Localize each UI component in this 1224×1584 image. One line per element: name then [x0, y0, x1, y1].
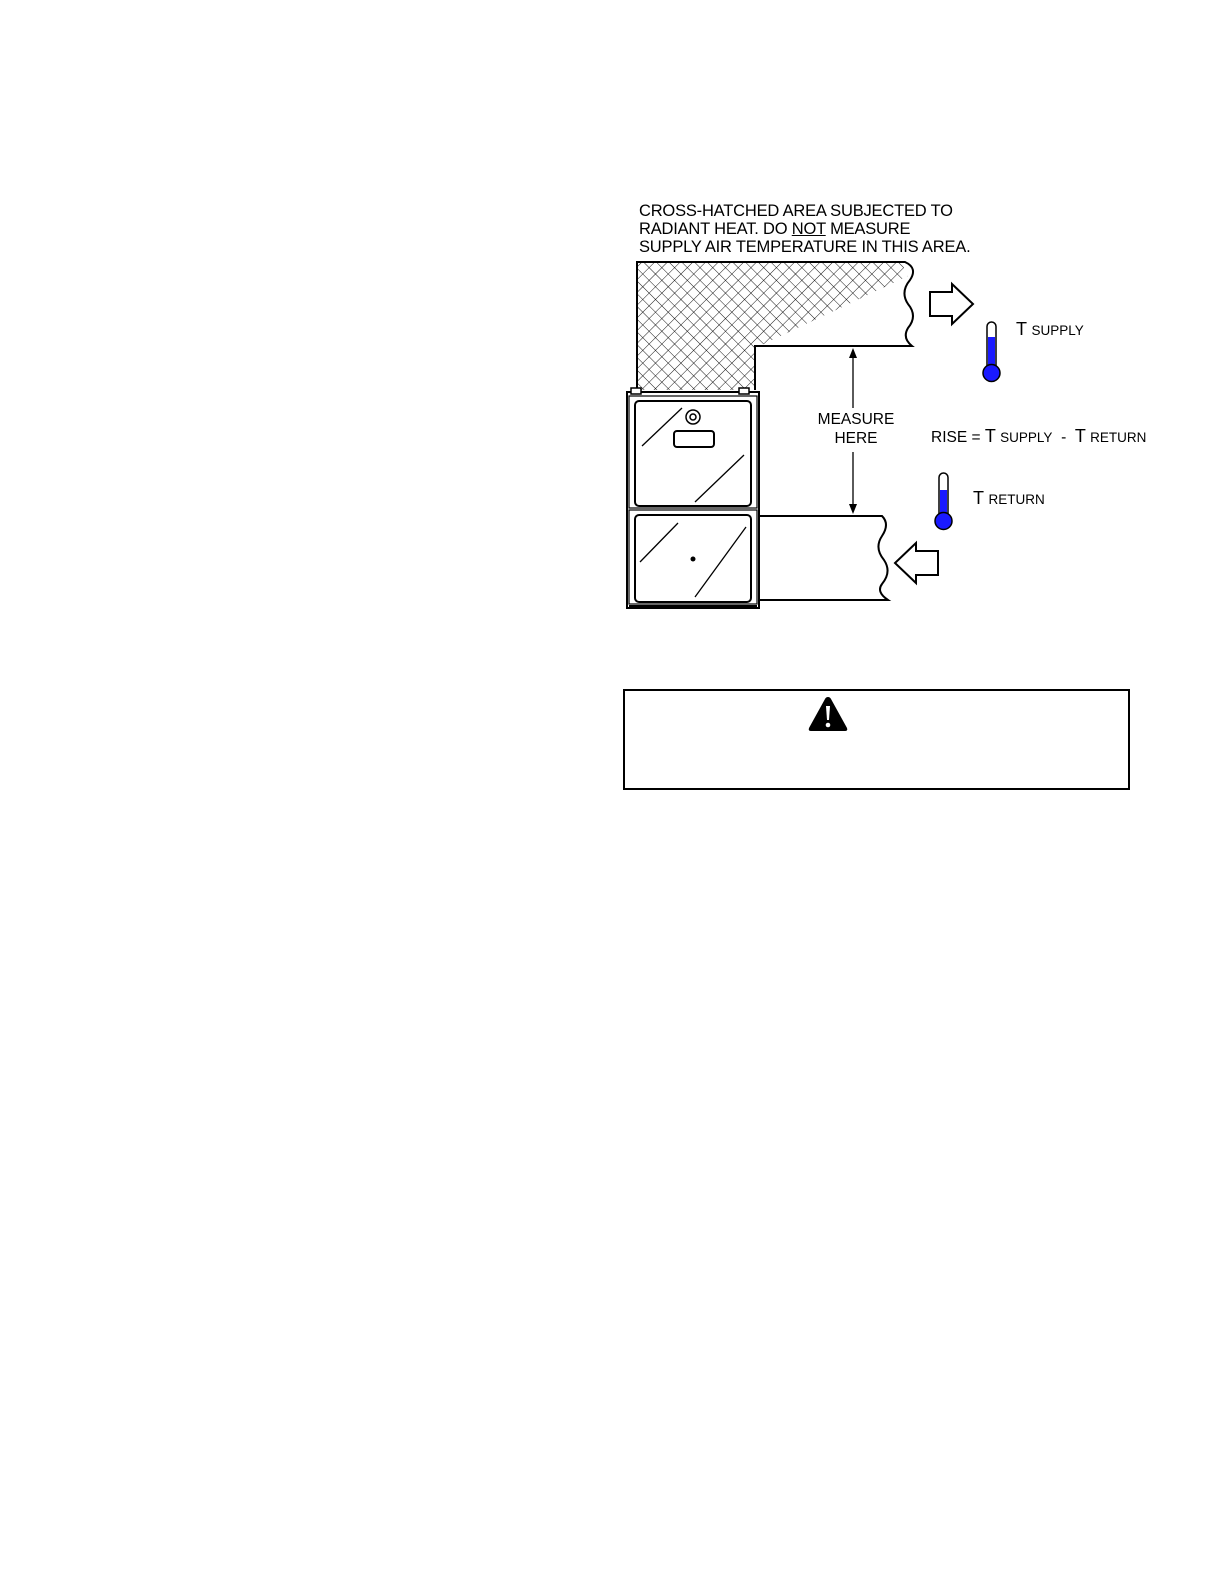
t-return-label	[973, 488, 1045, 509]
measure-line-2: HERE	[834, 430, 878, 447]
warning-triangle-icon	[808, 696, 848, 732]
t-supply-t: T	[1016, 319, 1027, 339]
furnace-cabinet	[627, 388, 759, 608]
cross-hatched-area	[637, 262, 908, 390]
rise-formula	[931, 426, 1146, 447]
return-airflow-arrow-icon	[895, 543, 938, 583]
supply-duct	[637, 262, 913, 390]
rise-sub1: SUPPLY	[1000, 430, 1053, 445]
rise-t1: T	[984, 426, 996, 446]
measure-here-label	[806, 410, 906, 448]
caption-line-3: SUPPLY AIR TEMPERATURE IN THIS AREA.	[639, 238, 971, 256]
caption-not-underlined: NOT	[791, 220, 826, 238]
t-supply-label	[1016, 319, 1084, 340]
radiant-heat-caption	[639, 202, 970, 256]
supply-airflow-arrow-icon	[930, 284, 973, 324]
rise-prefix: RISE =	[931, 429, 985, 446]
rise-t2: T	[1074, 426, 1086, 446]
caption-line-2-post: MEASURE	[825, 220, 911, 238]
return-duct	[759, 516, 888, 600]
caption-line-2-pre: RADIANT HEAT. DO	[639, 220, 792, 238]
t-return-sub: RETURN	[988, 492, 1045, 507]
supply-thermometer-icon	[983, 322, 1000, 382]
rise-minus: -	[1061, 429, 1067, 446]
t-return-t: T	[973, 488, 984, 508]
caption-line-2	[639, 220, 970, 238]
warning-box	[623, 689, 1130, 790]
return-thermometer-icon	[935, 473, 952, 530]
rise-sub2: RETURN	[1090, 430, 1147, 445]
caption-line-1: CROSS-HATCHED AREA SUBJECTED TO	[639, 202, 953, 220]
t-supply-sub: SUPPLY	[1031, 323, 1084, 338]
measure-line-1: MEASURE	[817, 411, 895, 428]
